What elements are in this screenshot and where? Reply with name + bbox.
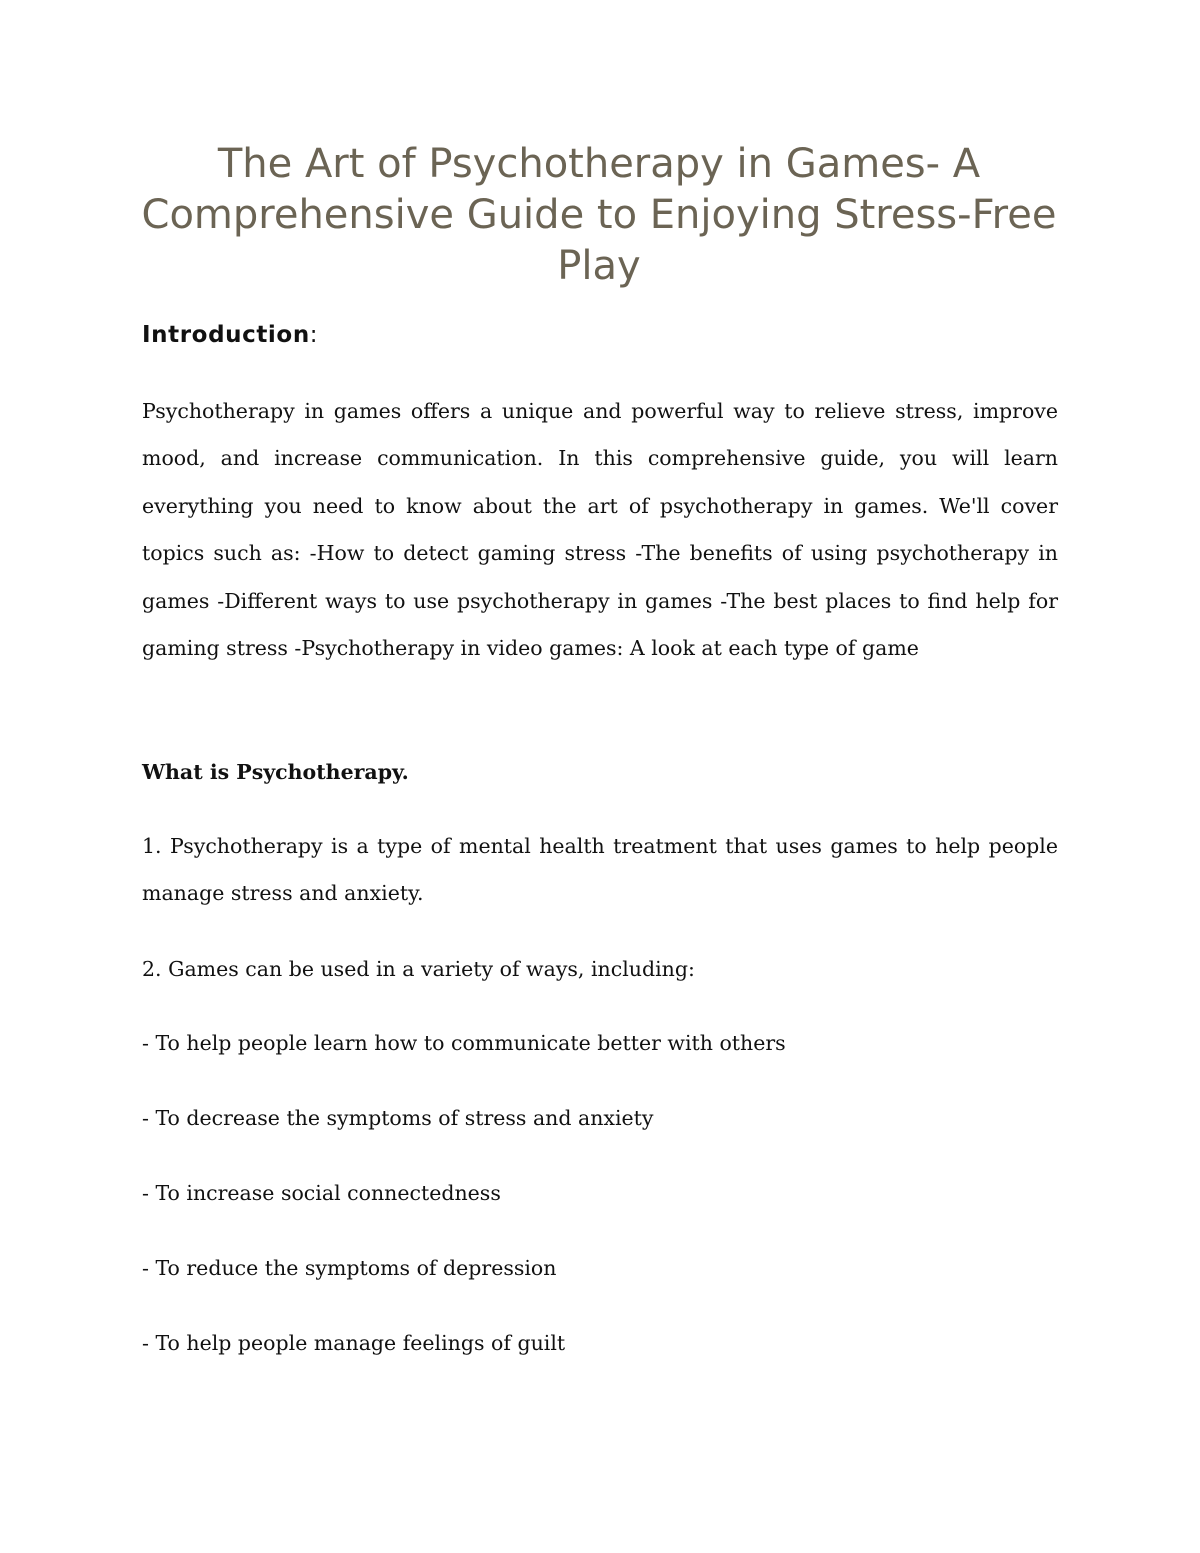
numbered-item-2: 2. Games can be used in a variety of ways, including: (142, 957, 695, 981)
numbered-item-1: 1. Psychotherapy is a type of mental health treatment that uses games to help people manage stress and anxiety. (142, 834, 1058, 906)
introduction-heading-text: Introduction (142, 322, 310, 348)
bullet-item: - To decrease the symptoms of stress and anxiety (142, 1106, 654, 1130)
document-title: The Art of Psychotherapy in Games- A Comprehensive Guide to Enjoying Stress-Free Play (141, 141, 1057, 289)
bullet-item: - To reduce the symptoms of depression (142, 1256, 557, 1280)
bullet-item: - To help people manage feelings of guilt (142, 1331, 566, 1355)
introduction-paragraph: Psychotherapy in games offers a unique and powerful way to relieve stress, improve mood, and increase communication. In this comprehensive guide, you will learn everything you need to know about the art of psychotherapy in games. We'll cover topics such as: -How to detect gaming stress -The benefits of using psychotherapy in games -Different ways to use psychotherapy in games -The best places to find help for gaming stress -Psychotherapy in video games: A look at each type of game (142, 399, 1058, 661)
bullet-item: - To increase social connectedness (142, 1181, 501, 1205)
introduction-heading (142, 318, 318, 352)
section-heading-what-is-psychotherapy: What is Psychotherapy. (142, 760, 409, 784)
bullet-item: - To help people learn how to communicate better with others (142, 1031, 786, 1055)
introduction-heading-colon: : (309, 322, 319, 348)
